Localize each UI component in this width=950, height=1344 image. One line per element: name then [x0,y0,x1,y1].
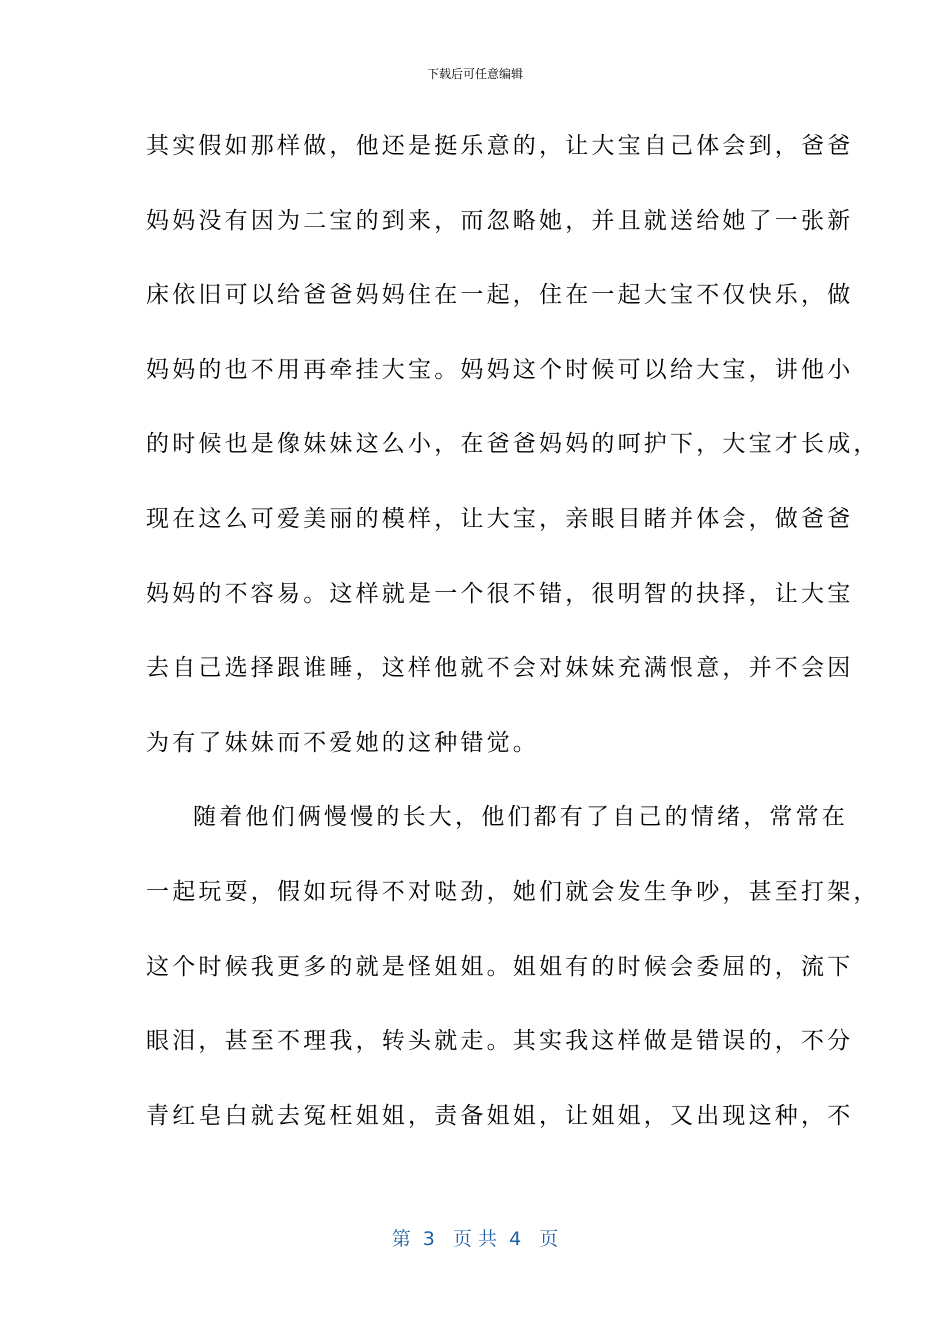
text-line: 床依旧可以给爸爸妈妈住在一起，住在一起大宝不仅快乐，做 [146,282,854,309]
text-line: 妈妈的也不用再牵挂大宝。妈妈这个时候可以给大宝，讲他小 [146,356,854,383]
text-line: 妈妈的不容易。这样就是一个很不错，很明智的抉择，让大宝 [146,580,854,607]
text-line: 这个时候我更多的就是怪姐姐。姐姐有的时候会委屈的，流下 [146,953,854,980]
text-line: 为有了妹妹而不爱她的这种错觉。 [146,729,539,756]
document-body [146,127,880,1171]
text-line: 妈妈没有因为二宝的到来，而忽略她，并且就送给她了一张新 [146,207,854,234]
text-line: 现在这么可爱美丽的模样，让大宝，亲眼目睹并体会，做爸爸 [146,505,854,532]
page-header-note: 下载后可任意编辑 [426,67,523,81]
page-number-footer: 第 3 页 共 4 页 [391,1228,559,1250]
text-line: 一起玩耍，假如玩得不对哒劲，她们就会发生争吵，甚至打架， [146,878,880,905]
text-line: 其实假如那样做，他还是挺乐意的，让大宝自己体会到，爸爸 [146,133,854,159]
text-line: 眼泪，甚至不理我，转头就走。其实我这样做是错误的，不分 [146,1028,854,1055]
text-line: 的时候也是像妹妹这么小，在爸爸妈妈的呵护下，大宝才长成， [146,431,880,458]
paragraph-start-line: 随着他们俩慢慢的长大，他们都有了自己的情绪，常常在 [193,804,848,831]
text-line: 去自己选择跟谁睡，这样他就不会对妹妹充满恨意，并不会因 [146,655,854,682]
text-line: 青红皂白就去冤枉姐姐，责备姐姐，让姐姐，又出现这种，不 [146,1102,854,1129]
